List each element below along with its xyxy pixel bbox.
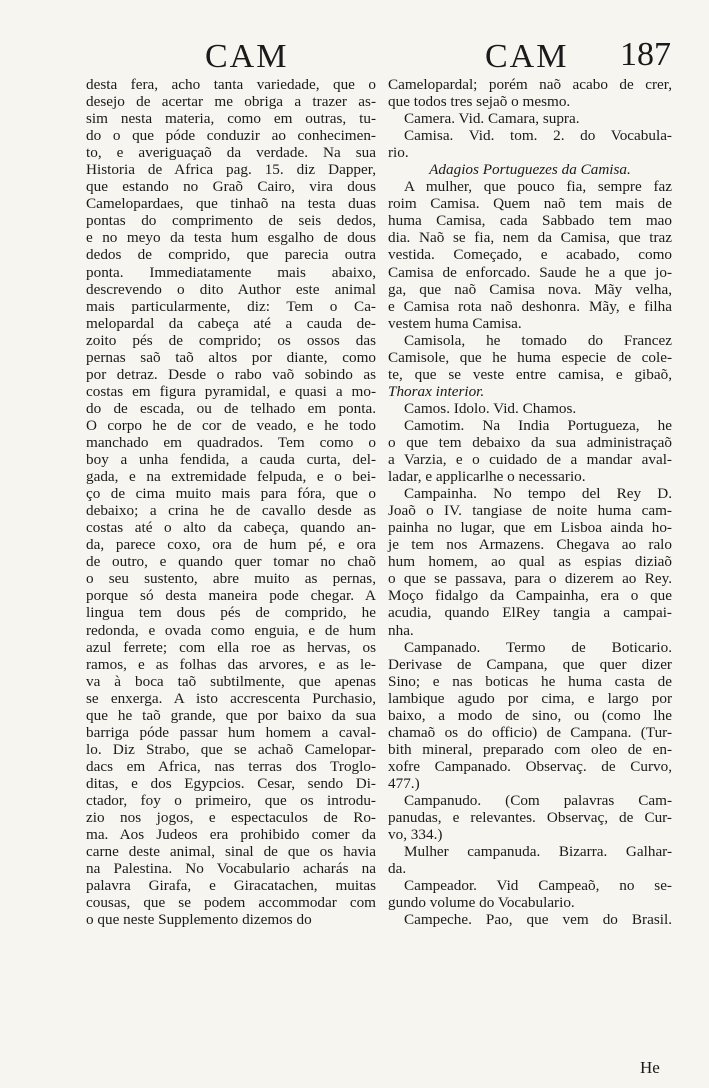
text-line: baixo, a modo de sino, ou (como lhe: [388, 706, 672, 724]
text-line: Campanado. Termo de Boticario.: [404, 638, 672, 656]
text-line: e Camisa rota naõ deshonra. Mãy, e filha: [388, 297, 672, 315]
text-line: panudas, e relevantes. Observaç, de Cur-: [388, 809, 672, 827]
text-line: na Palestina. No Vocabulario acharás na: [86, 860, 376, 878]
text-line: Campainha. No tempo del Rey D.: [404, 485, 672, 503]
text-line: azul ferrete; com ella roe as hervas, os: [86, 638, 376, 656]
text-line: gada, e na extremidade felpuda, e o bei-: [86, 468, 376, 486]
text-line: xofre Campanado. Observaç. de Curvo,: [388, 757, 672, 775]
text-line: costas em figura pyramidal, e quasi a mo-: [86, 382, 376, 400]
text-line: o que neste Supplemento dizemos do: [86, 911, 312, 929]
text-line: barriga póde passar hum homem a caval-: [86, 723, 376, 741]
right-text-column: [388, 76, 672, 928]
text-line: Camisa de enforcado. Saude he a que jo-: [388, 263, 672, 281]
text-line: Mulher campanuda. Bizarra. Galhar-: [404, 843, 672, 861]
text-line: que todos tres sejaõ o mesmo.: [388, 93, 571, 111]
text-line: se enxerga. A isto accrescenta Purchasio,: [86, 689, 376, 707]
text-line: Campeador. Vid Campeaõ, no se-: [404, 877, 672, 895]
text-line: que estando no Graõ Cairo, vira dous: [86, 178, 376, 196]
text-line: gundo volume do Vocabulario.: [388, 894, 575, 912]
text-line: dacs em Africa, nas terras dos Troglo-: [86, 757, 376, 775]
running-head-left: CAM: [205, 38, 289, 75]
text-line: huma Camisa, cada Sabbado tem mao: [388, 212, 672, 230]
text-line: Moço fidalgo da Campainha, era o que: [388, 587, 672, 605]
text-line: Camos. Idolo. Vid. Chamos.: [404, 399, 577, 417]
text-line: Camera. Vid. Camara, supra.: [404, 110, 580, 128]
text-line: ladar, e applicarlhe o necessario.: [388, 468, 586, 486]
text-line: Adagios Portuguezes da Camisa.: [429, 161, 631, 179]
text-line: lingua tem dous pés de comprido, he: [86, 604, 376, 622]
text-line: Camisola, he tomado do Francez: [404, 331, 672, 349]
text-line: Campanudo. (Com palavras Cam-: [404, 791, 672, 809]
text-line: vestida. Começado, e acabado, como: [388, 246, 672, 264]
text-line: Joaõ o IV. tangiase de noite huma cam-: [388, 502, 672, 520]
text-line: descrevendo o dito Author este animal: [86, 280, 376, 298]
text-line: rio.: [388, 144, 409, 162]
text-line: zoito pés de comprido; os ossos das: [86, 331, 376, 349]
text-line: zio nos jogos, e espectaculos de Ro-: [86, 809, 376, 827]
text-line: Camisole, que he huma especie de cole-: [388, 348, 672, 366]
text-line: te, que se veste entre camisa, e gibaõ,: [388, 365, 672, 383]
text-line: ctador, foy o primeiro, que os introdu-: [86, 791, 376, 809]
text-line: lambique agudo por cima, e largo por: [388, 689, 672, 707]
text-line: Camotim. Na India Portugueza, he: [404, 416, 672, 434]
text-line: ço de cima muito mais para fóra, que o: [86, 485, 376, 503]
text-line: Thorax interior.: [388, 382, 485, 400]
text-line: da, parece coxo, ora de hum pé, e ora: [86, 536, 376, 554]
text-line: je tem nos Armazens. Chegava ao ralo: [388, 536, 672, 554]
text-line: vo, 334.): [388, 826, 443, 844]
text-line: redonda, e ovada como enguia, e de hum: [86, 621, 376, 639]
text-line: Camelopardaes, que tinhaõ na testa duas: [86, 195, 376, 213]
text-line: o que tem debaixo da sua administraçaõ: [388, 433, 672, 451]
text-line: melopardal da cabeça até a cauda de-: [86, 314, 376, 332]
text-line: acudia, quando ElRey tangia a campai-: [388, 604, 672, 622]
text-line: Sino; e nas boticas he huma casta de: [388, 672, 672, 690]
text-line: carne deste animal, sinal de que os havia: [86, 843, 376, 861]
text-line: ga, que naõ Camisa nova. Mãy velha,: [388, 280, 672, 298]
text-line: ramos, e as folhas das arvores, e as le-: [86, 655, 376, 673]
text-line: sim nesta materia, como em outras, tu-: [86, 110, 376, 128]
text-line: Campeche. Pao, que vem do Brasil.: [404, 911, 672, 929]
text-line: o seu sustento, abre muito as pernas,: [86, 570, 376, 588]
text-line: nha.: [388, 621, 414, 639]
text-line: va à boca taõ subtilmente, que apenas: [86, 672, 376, 690]
text-line: a Varzia, e o cuidado de a mandar aval-: [388, 451, 672, 469]
text-line: lo. Diz Strabo, que se achaõ Camelopar-: [86, 740, 376, 758]
text-line: to, e averiguaçaõ da verdade. Na sua: [86, 144, 376, 162]
text-line: costas até o alto da cabeça, quando an-: [86, 519, 376, 537]
text-line: chamaõ os do officio) de Campana. (Tur-: [388, 723, 672, 741]
text-line: mais particularmente, diz: Tem o Ca-: [86, 297, 376, 315]
text-line: A mulher, que pouco fia, sempre faz: [404, 178, 672, 196]
text-line: porque só desta maneira pode chegar. A: [86, 587, 376, 605]
catchword: He: [640, 1058, 660, 1077]
text-line: boy a unha fendida, a cauda curta, del-: [86, 451, 376, 469]
text-line: painha no lugar, que em Lisboa ainda ho-: [388, 519, 672, 537]
text-line: de outro, e quando quer tomar no chaõ: [86, 553, 376, 571]
text-line: ditas, e dos Egypcios. Cesar, sendo Di-: [86, 774, 376, 792]
text-line: ponta. Immediatamente mais abaixo,: [86, 263, 376, 281]
text-line: o que se passava, para o dizerem ao Rey.: [388, 570, 672, 588]
text-line: da.: [388, 860, 407, 878]
text-line: do o que póde conduzir ao conhecimen-: [86, 127, 376, 145]
left-text-column: [86, 76, 376, 928]
text-line: O corpo he de cor de veado, e he todo: [86, 416, 376, 434]
text-line: cousas, que se podem accommodar com: [86, 894, 376, 912]
text-line: do de escada, ou de telhado em ponta.: [86, 399, 376, 417]
text-line: Derivase de Campana, que quer dizer: [388, 655, 672, 673]
text-line: 477.): [388, 774, 420, 792]
text-line: dedos de comprido, que parecia outra: [86, 246, 376, 264]
text-line: que he taõ grande, que por baixo da sua: [86, 706, 376, 724]
text-line: Camelopardal; porém naõ acabo de crer,: [388, 76, 672, 93]
text-line: hum homem, ao qual as espias diziaõ: [388, 553, 672, 571]
text-line: vestem huma Camisa.: [388, 314, 522, 332]
page-number: 187: [620, 36, 671, 73]
text-line: roim Camisa. Quem naõ tem mais de: [388, 195, 672, 213]
text-line: ma. Aos Judeos era prohibido comer da: [86, 826, 376, 844]
text-line: desta fera, acho tanta variedade, que o: [86, 76, 376, 93]
text-line: pontas do comprimento de seis dedos,: [86, 212, 376, 230]
running-head-right: CAM: [485, 38, 569, 75]
text-line: pernas saõ taõ altos por diante, como: [86, 348, 376, 366]
text-line: desejo de acertar me obriga a trazer as-: [86, 93, 376, 111]
text-line: por detraz. Desde o rabo vaõ sobindo as: [86, 365, 376, 383]
text-line: e no meyo da testa hum esgalho de dous: [86, 229, 376, 247]
text-line: dia. Naõ se fia, nem da Camisa, que traz: [388, 229, 672, 247]
text-line: Camisa. Vid. tom. 2. do Vocabula-: [404, 127, 672, 145]
text-line: palavra Girafa, e Giracatachen, muitas: [86, 877, 376, 895]
text-line: Historia de Africa pag. 15. diz Dapper,: [86, 161, 376, 179]
text-line: manchado em quadrados. Tem como o: [86, 433, 376, 451]
text-line: debaixo; a crina he de cavallo desde as: [86, 502, 376, 520]
text-line: bith mineral, preparado com oleo de en-: [388, 740, 672, 758]
